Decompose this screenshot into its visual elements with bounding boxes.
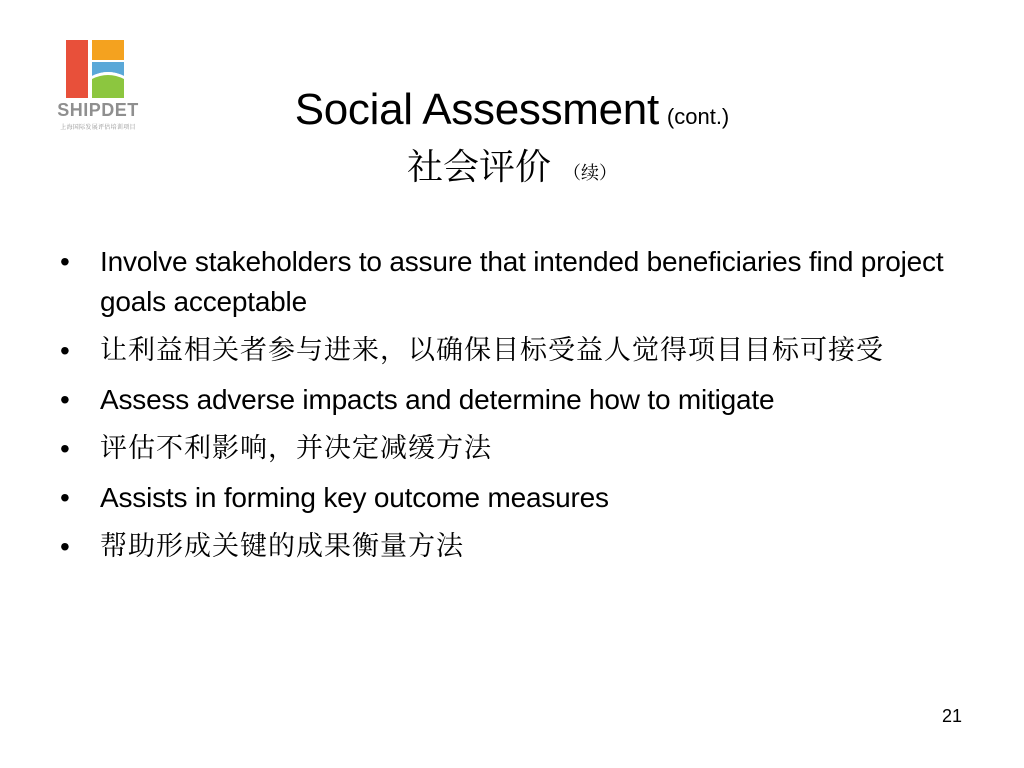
bullet-text: Assess adverse impacts and determine how to mitigate <box>100 384 775 415</box>
bullet-text: Assists in forming key outcome measures <box>100 482 609 513</box>
bullet-item <box>60 331 970 371</box>
bullet-icon: • <box>60 335 71 366</box>
bullet-item <box>60 429 970 469</box>
bullet-icon: • <box>60 482 70 513</box>
title-chinese-line <box>0 146 1024 196</box>
bullet-text: Involve stakeholders to assure that intended beneficiaries find project goals acceptable <box>100 246 944 317</box>
logo-orange-block <box>92 40 124 60</box>
bullet-text: 评估不利影响，并决定减缓方法 <box>100 433 492 464</box>
bullet-icon: • <box>60 531 71 562</box>
slide-title <box>0 82 1024 196</box>
bullet-item <box>60 478 970 518</box>
bullet-icon: • <box>60 433 71 464</box>
title-chinese: 社会评价 <box>406 147 551 188</box>
bullet-item <box>60 242 970 322</box>
bullet-list <box>60 242 970 576</box>
title-main: Social Assessment <box>294 85 659 134</box>
bullet-icon: • <box>60 246 70 277</box>
title-suffix: (cont.) <box>666 104 730 129</box>
bullet-text: 帮助形成关键的成果衡量方法 <box>100 531 464 562</box>
bullet-text: 让利益相关者参与进来，以确保目标受益人觉得项目目标可接受 <box>100 335 884 366</box>
page-number: 21 <box>941 706 962 726</box>
logo-subtext: 上海国际发展评估培训项目 <box>60 124 136 131</box>
bullet-icon: • <box>60 384 70 415</box>
title-english-line <box>0 82 1024 148</box>
bullet-item <box>60 380 970 420</box>
bullet-item <box>60 527 970 567</box>
title-chinese-suffix: （续） <box>563 163 617 184</box>
logo-text: SHIPDET <box>57 100 139 120</box>
